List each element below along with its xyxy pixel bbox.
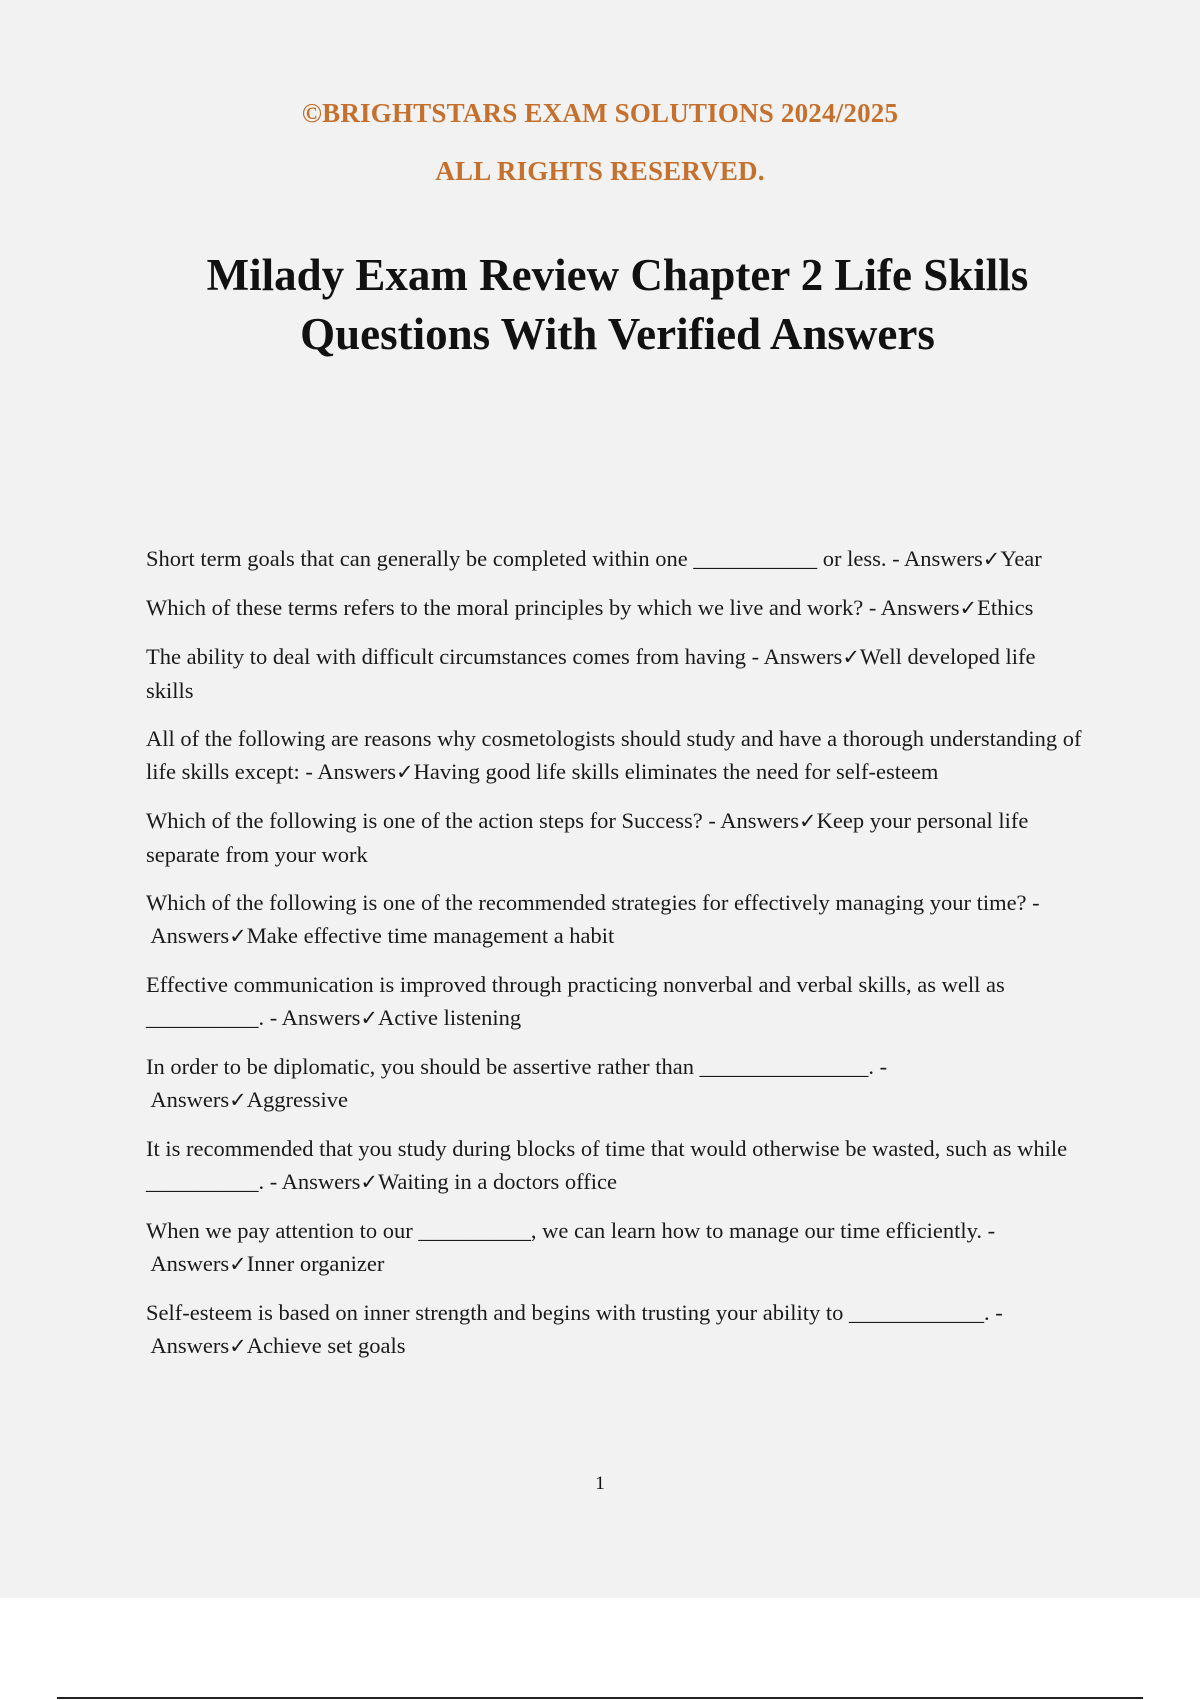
question-text: All of the following are reasons why cosmetologists should study and have a thorough understanding of life skills except: - [146, 726, 1082, 784]
qa-item-11 [146, 1296, 1086, 1363]
answer-prefix: Answers [150, 1087, 230, 1112]
answer-text: Aggressive [246, 1087, 348, 1112]
question-text: Short term goals that can generally be completed within one ___________ or less. - [146, 546, 900, 571]
checkmark-icon: ✓ [799, 809, 817, 833]
answer-text: Waiting in a doctors office [378, 1169, 617, 1194]
question-text: In order to be diplomatic, you should be assertive rather than _______________. - [146, 1054, 888, 1079]
question-text: The ability to deal with difficult circumstances comes from having - [146, 644, 760, 669]
qa-item-4 [146, 722, 1086, 789]
checkmark-icon: ✓ [229, 1088, 247, 1112]
qa-item-8 [146, 1050, 1086, 1117]
checkmark-icon: ✓ [360, 1170, 378, 1194]
answer-text: Achieve set goals [246, 1333, 406, 1358]
qa-item-6 [146, 886, 1086, 953]
checkmark-icon: ✓ [395, 760, 414, 784]
answer-text: Having good life skills eliminates the need for self-esteem [413, 759, 939, 784]
title-line-1: Milady Exam Review Chapter 2 Life Skills [206, 250, 1029, 300]
answer-text: Active listening [378, 1005, 522, 1030]
answer-prefix: Answers [150, 923, 230, 948]
qa-item-1 [146, 542, 1086, 576]
checkmark-icon: ✓ [229, 1252, 247, 1276]
question-text: Which of the following is one of the recommended strategies for effectively managing your time? - [146, 890, 1040, 915]
qa-item-3 [146, 640, 1086, 707]
answer-prefix: Answers [720, 808, 799, 833]
question-text: It is recommended that you study during blocks of time that would otherwise be wasted, such as while __________. - [146, 1136, 1068, 1194]
question-text: Which of these terms refers to the moral principles by which we live and work? - [146, 595, 877, 620]
answer-prefix: Answers [281, 1005, 361, 1030]
answer-prefix: Answers [763, 644, 843, 669]
qa-item-10 [146, 1214, 1086, 1281]
checkmark-icon: ✓ [842, 645, 860, 669]
question-text: Self-esteem is based on inner strength and begins with trusting your ability to ____________. - [146, 1300, 1003, 1325]
answer-text: Year [1000, 546, 1042, 571]
checkmark-icon: ✓ [229, 1334, 247, 1358]
question-text: Which of the following is one of the action steps for Success? - [146, 808, 716, 833]
answer-text: Ethics [977, 595, 1034, 620]
checkmark-icon: ✓ [360, 1006, 378, 1030]
answer-text: Well developed life skills [146, 644, 1036, 703]
question-text: Effective communication is improved through practicing nonverbal and verbal skills, as well as __________. - [146, 972, 1005, 1030]
answer-text: Make effective time management a habit [246, 923, 615, 948]
document-title [100, 246, 1135, 364]
next-page-rule [57, 1697, 1143, 1699]
answer-prefix: Answers [150, 1333, 230, 1358]
qa-item-2 [146, 591, 1086, 625]
qa-item-9 [146, 1132, 1086, 1199]
checkmark-icon: ✓ [229, 924, 247, 948]
answer-prefix: Answers [150, 1251, 230, 1276]
page-number: 1 [595, 1473, 605, 1494]
answer-prefix: Answers [903, 546, 983, 571]
qa-item-5 [146, 804, 1086, 871]
answer-prefix: Answers [880, 595, 960, 620]
rights-reserved-header: ALL RIGHTS RESERVED. [435, 156, 765, 186]
qa-item-7 [146, 968, 1086, 1035]
checkmark-icon: ✓ [982, 547, 1001, 571]
answer-prefix: Answers [281, 1169, 361, 1194]
title-line-2: Questions With Verified Answers [300, 309, 935, 359]
question-answer-list [146, 542, 1086, 1378]
checkmark-icon: ✓ [959, 596, 978, 620]
answer-text: Keep your personal life separate from your work [146, 808, 1029, 867]
copyright-header: ©BRIGHTSTARS EXAM SOLUTIONS 2024/2025 [301, 98, 899, 128]
question-text: When we pay attention to our __________, we can learn how to manage our time efficiently. - [146, 1218, 996, 1243]
answer-text: Inner organizer [246, 1251, 385, 1276]
answer-prefix: Answers [317, 759, 396, 784]
